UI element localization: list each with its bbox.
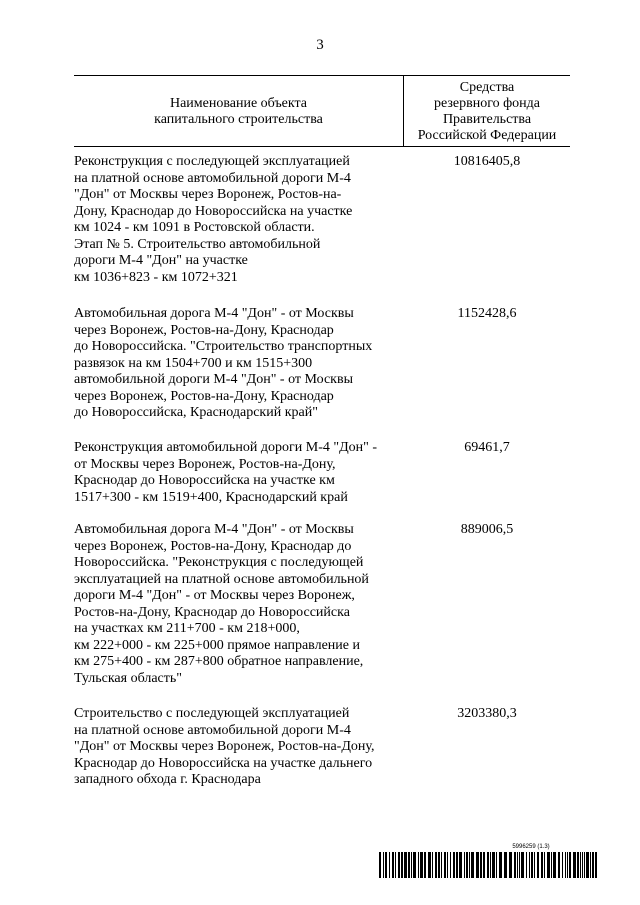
page-number: 3	[316, 37, 324, 53]
amount: 10816405,8	[453, 154, 521, 169]
barcode-label: 5996259 (1.3)	[512, 844, 550, 850]
object-name: Автомобильная дорога М-4 "Дон" - от Москвы через Воронеж, Ростов-на-Дону, Краснодар до Новороссийска. "Реконструкция с последующей эксплуатацией на платной основе автомобильной дороги М-4 "Дон" - от Москвы через Воронеж, Ростов-на-Дону, Краснодар до Новороссийска на участках км 211+700 - км 218+000, км 222+000 - км 225+000 прямое направление и км 275+400 - км 287+800 обратное направление, Тульская область"	[74, 522, 369, 686]
object-name: Реконструкция автомобильной дороги М-4 "Дон" - от Москвы через Воронеж, Ростов-на-Дону, Краснодар до Новороссийска на участке км 1517+300 - км 1519+400, Краснодарский край	[74, 440, 378, 505]
object-name: Автомобильная дорога М-4 "Дон" - от Москвы через Воронеж, Ростов-на-Дону, Краснодар до Новороссийска. "Строительство транспортных развязок на км 1504+700 и км 1515+300 автомобильной дороги М-4 "Дон" - от Москвы через Воронеж, Ростов-на-Дону, Краснодар до Новороссийска, Краснодарский край"	[74, 306, 373, 420]
amount: 1152428,6	[457, 306, 517, 321]
header-reserve-fund: Средства резервного фонда Правительства Российской Федерации	[417, 80, 557, 143]
amount: 3203380,3	[457, 706, 517, 721]
amount: 69461,7	[464, 440, 510, 455]
object-name: Строительство с последующей эксплуатацией на платной основе автомобильной дороги М-4 "Дон" от Москвы через Воронеж, Ростов-на-Дону, Краснодар до Новороссийска на участке дальнего западного обхода г. Краснодара	[74, 706, 375, 787]
table-header	[74, 75, 570, 147]
object-name: Реконструкция с последующей эксплуатацией на платной основе автомобильной дороги М-4 "Дон" от Москвы через Воронеж, Ростов-на- Дону, Краснодар до Новороссийска на участке км 1024 - км 1091 в Ростовской области. Этап № 5. Строительство автомобильной дороги М-4 "Дон" на участке км 1036+823 - км 1072+321	[74, 154, 353, 285]
barcode	[379, 852, 597, 878]
amount: 889006,5	[460, 522, 514, 537]
header-object-name: Наименование объекта капитального строительства	[154, 96, 323, 127]
